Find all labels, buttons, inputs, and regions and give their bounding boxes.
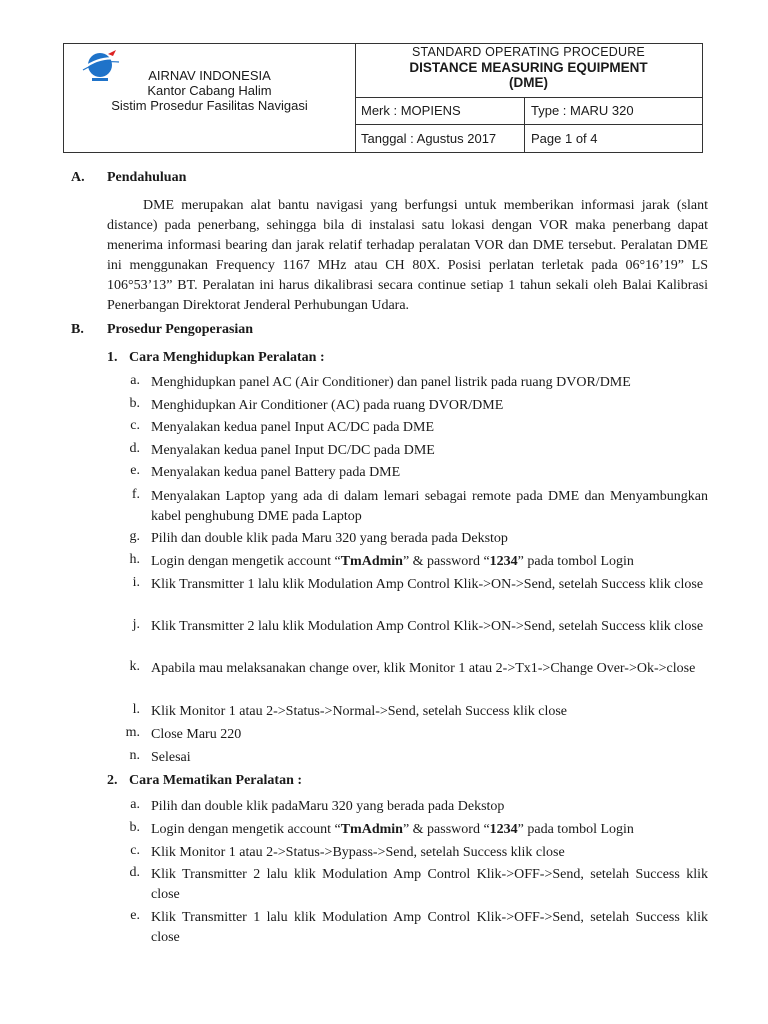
section-a-title: Pendahuluan [107, 170, 187, 185]
header-right-cell [355, 44, 702, 152]
step-label: g. [129, 529, 140, 544]
section-a-letter: A. [71, 170, 85, 185]
step-text: Pilih dan double klik padaMaru 320 yang berada pada Dekstop [151, 799, 505, 814]
step-text: Close Maru 220 [151, 727, 242, 742]
step-label: c. [130, 843, 140, 858]
step-label: c. [130, 418, 140, 433]
step-text: Selesai [151, 750, 191, 765]
step-text: Apabila mau melaksanakan change over, klik Monitor 1 atau 2->Tx1->Change Over->Ok->close [151, 661, 696, 676]
step-text: Menyalakan Laptop yang ada di dalam lemari sebagai remote pada DME dan Menyambungkan kabel penghubung DME pada Laptop [151, 489, 708, 524]
step-label: n. [129, 748, 140, 763]
sub1-number: 1. [107, 350, 118, 365]
step-label: e. [130, 463, 140, 478]
step-label: d. [129, 441, 140, 456]
step-label: j. [132, 617, 140, 632]
step-text: Klik Transmitter 1 lalu klik Modulation Amp Control Klik->ON->Send, setelah Success klik close [151, 577, 704, 592]
step-text: Klik Monitor 1 atau 2->Status->Bypass->Send, setelah Success klik close [151, 845, 565, 860]
page-cell: Page 1 of 4 [531, 131, 598, 146]
step-label: h. [129, 552, 140, 567]
step-text: Menghidupkan Air Conditioner (AC) pada ruang DVOR/DME [151, 398, 504, 413]
section-b-letter: B. [71, 322, 84, 337]
step-label: a. [130, 373, 140, 388]
step-label: a. [130, 797, 140, 812]
step-text-part: ” & password “ [402, 822, 490, 837]
step-label: l. [132, 702, 140, 717]
header-left-cell [64, 44, 356, 152]
step-text: Menyalakan kedua panel Input DC/DC pada DME [151, 443, 435, 458]
step-text-part: Login dengan mengetik account “ [151, 554, 341, 569]
step-label: f. [131, 487, 140, 502]
document-title-abbr: (DME) [509, 75, 548, 90]
step-label: b. [129, 820, 140, 835]
step-text: Menyalakan kedua panel Input AC/DC pada DME [151, 420, 435, 435]
step-label: k. [129, 659, 140, 674]
step-text-part: Login dengan mengetik account “ [151, 822, 341, 837]
step-label: b. [129, 396, 140, 411]
step-text: Klik Transmitter 1 lalu klik Modulation Amp Control Klik->OFF->Send, setelah Success klik close [151, 910, 708, 945]
step-text [151, 820, 708, 840]
credential-text: 1234 [489, 822, 518, 837]
title-cell [355, 44, 702, 98]
step-label: e. [130, 908, 140, 923]
type-cell: Type : MARU 320 [525, 97, 702, 125]
step-text [151, 552, 708, 572]
credential-text: TmAdmin [340, 554, 403, 569]
step-text: Klik Monitor 1 atau 2->Status->Normal->Send, setelah Success klik close [151, 704, 568, 719]
date-cell: Tanggal : Agustus 2017 [355, 125, 525, 152]
section-b-title: Prosedur Pengoperasian [107, 322, 254, 337]
step-text: Klik Transmitter 2 lalu klik Modulation Amp Control Klik->OFF->Send, setelah Success klik close [151, 867, 708, 902]
step-text-part: ” pada tombol Login [517, 822, 634, 837]
step-label: m. [125, 725, 140, 740]
step-label: i. [132, 575, 140, 590]
section-a-body: DME merupakan alat bantu navigasi yang berfungsi untuk memberikan informasi jarak (slant distance) pada penerbang, sehingga bila di instalasi satu lokasi dengan VOR maka penerbang dapat menerima informasi bearing dan jarak relatif terhadap peralatan VOR dan DME tersebut. Peralatan DME ini menggunakan Frequency 1167 MHz atau CH 80X. Posisi perlatan terletak pada 06°16’19” LS 106°53’13” BT. Peralatan ini harus dikalibrasi secara continue setiap 1 tahun sekali oleh Balai Kalibrasi Penerbangan Direktorat Jenderal Perhubungan Udara. [107, 198, 708, 313]
sub2-title: Cara Mematikan Peralatan : [129, 773, 303, 788]
org-name: AIRNAV INDONESIA [148, 68, 271, 83]
step-text: Menyalakan kedua panel Battery pada DME [151, 465, 401, 480]
credential-text: 1234 [489, 554, 518, 569]
header-table [63, 43, 703, 153]
step-text: Menghidupkan panel AC (Air Conditioner) dan panel listrik pada ruang DVOR/DME [151, 375, 631, 390]
step-text-part: ” pada tombol Login [517, 554, 634, 569]
branch-name: Kantor Cabang Halim [147, 83, 272, 98]
document-title: DISTANCE MEASURING EQUIPMENT [409, 60, 648, 75]
sop-label: STANDARD OPERATING PROCEDURE [412, 45, 645, 59]
sub2-number: 2. [107, 773, 118, 788]
merk-cell: Merk : MOPIENS [355, 97, 525, 125]
step-text: Klik Transmitter 2 lalu klik Modulation Amp Control Klik->ON->Send, setelah Success klik close [151, 619, 704, 634]
step-text: Pilih dan double klik pada Maru 320 yang berada pada Dekstop [151, 531, 508, 546]
system-name: Sistim Prosedur Fasilitas Navigasi [111, 98, 308, 113]
step-text-part: ” & password “ [402, 554, 490, 569]
sub1-title: Cara Menghidupkan Peralatan : [129, 350, 325, 365]
credential-text: TmAdmin [340, 822, 403, 837]
step-label: d. [129, 865, 140, 880]
